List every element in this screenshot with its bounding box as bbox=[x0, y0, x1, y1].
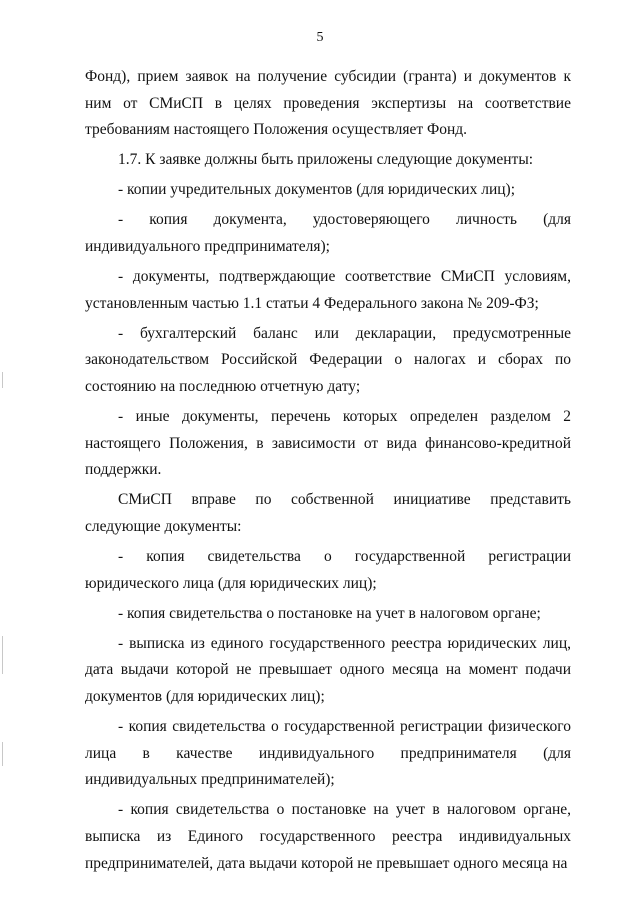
list-item-entrepreneur-tax-and-extract: - копия свидетельства о постановке на учет в налоговом органе, выписка из Единого государственного реестра индивидуальных предпринимателей, дата выдачи которой не превышает одного месяца на bbox=[85, 801, 571, 872]
list-item-legal-entities-register-extract: - выписка из единого государственного реестра юридических лиц, дата выдачи которой не превышает одного месяца на момент подачи документов (для юридических лиц); bbox=[85, 634, 571, 706]
list-item-entrepreneur-registration: - копия свидетельства о государственной регистрации физического лица в качестве индивидуального предпринимателя (для индивидуальных предпринимателей); bbox=[85, 718, 571, 789]
paragraph-continuation: Фонд), прием заявок на получение субсидии (гранта) и документов к ним от СМиСП в целях проведения экспертизы на соответствие требованиям настоящего Положения осуществляет Фонд. bbox=[85, 68, 571, 139]
list-item-balance-sheet: - бухгалтерский баланс или декларации, предусмотренные законодательством Российской Федерации о налогах и сборах по состоянию на последнюю отчетную дату; bbox=[85, 324, 571, 396]
list-item-legal-entity-registration: - копия свидетельства о государственной регистрации юридического лица (для юридических лиц); bbox=[85, 548, 571, 592]
list-item-identity-document: - копия документа, удостоверяющего личность (для индивидуального предпринимателя); bbox=[85, 211, 571, 256]
list-item-founding-documents: - копии учредительных документов (для юридических лиц); bbox=[118, 181, 515, 199]
paragraph-optional-documents: СМиСП вправе по собственной инициативе представить следующие документы: bbox=[85, 491, 571, 535]
list-item-compliance-documents: - документы, подтверждающие соответствие СМиСП условиям, установленным частью 1.1 статьи 4 Федерального закона № 209-ФЗ; bbox=[85, 268, 571, 312]
list-item-tax-registration: - копия свидетельства о постановке на учет в налоговом органе; bbox=[118, 604, 541, 622]
scan-edge-mark bbox=[2, 636, 3, 674]
paragraph-section-1-7: 1.7. К заявке должны быть приложены следующие документы: bbox=[118, 151, 534, 169]
scan-edge-mark bbox=[2, 742, 3, 766]
document-body bbox=[85, 64, 571, 881]
scan-edge-mark bbox=[2, 372, 3, 388]
list-item-other-documents: - иные документы, перечень которых определен разделом 2 настоящего Положения, в зависимости от вида финансово-кредитной поддержки. bbox=[85, 408, 571, 479]
page-number: 5 bbox=[316, 30, 324, 45]
